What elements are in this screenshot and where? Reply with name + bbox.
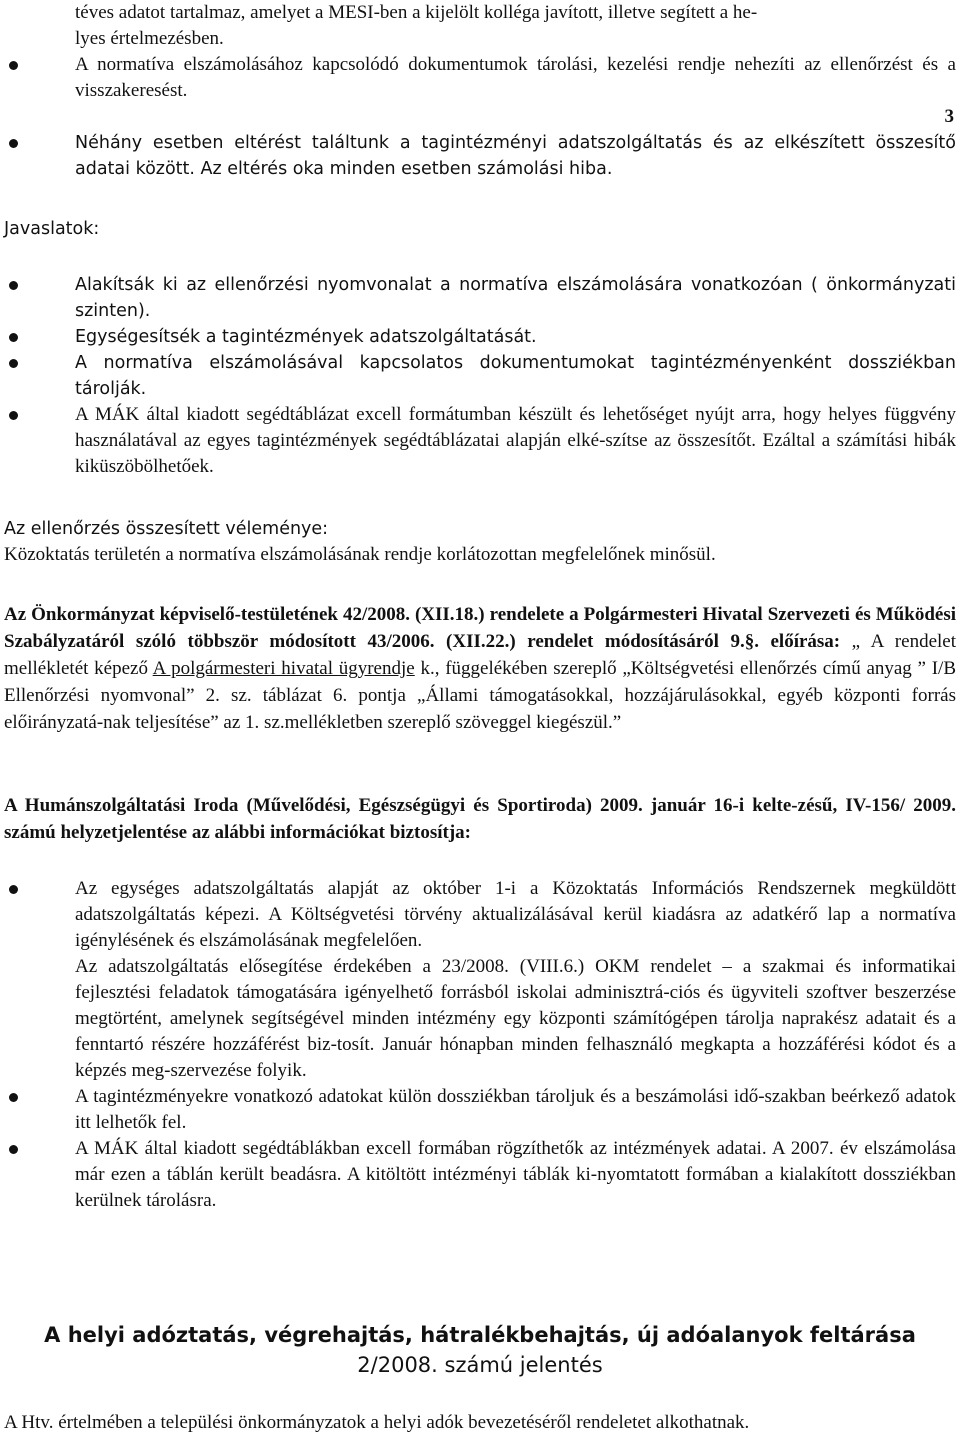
finding-bullet-2-text: Néhány esetben eltérést találtunk a tagintézményi adatszolgáltatás és az elkészített összesítő adatai között. Az eltérés oka minden esetben számolási hiba. (75, 133, 956, 179)
human-services-bullet-3 (0, 1136, 960, 1214)
section-body (0, 1410, 960, 1436)
decree-underlined: A polgármesteri hivatal ügyrendje (152, 658, 415, 679)
section-header (0, 1320, 960, 1380)
human-services-bullet-2 (0, 1084, 960, 1136)
human-services-section (0, 792, 960, 846)
intro-text (0, 0, 960, 52)
recommendation-4-text: A MÁK által kiadott segédtáblázat excell formátumban készült és lehetőséget nyújt arra, hogy helyes függvény használatával az egyes tagintézmények segédtáblázatai alapján elké-szítse az összesítőt. Ezáltal a számítási hibák kiküszöbölhetőek. (75, 404, 956, 477)
recommendation-2 (0, 324, 960, 350)
human-services-bullet-3-text: A MÁK által kiadott segédtáblákban excell formában rögzíthetők az intézmények adatai. A 2007. év elszámolása már ezen a táblán került beadásra. A kitöltött intézményi táblák ki-nyomtatott formában a kialakított dossziékban kerülnek tárolásra. (75, 1138, 956, 1211)
human-services-bullet-1-text: Az egységes adatszolgáltatás alapját az október 1-i a Közoktatás Információs Rendszernek megküldött adatszolgáltatás képezi. A Költségvetési törvény aktualizálásával kerül kiadásra az adatkérő lap a normatíva igénylésének és elszámolásának megfelelően. (75, 878, 956, 951)
intro-line-2: lyes értelmezésben. (75, 28, 224, 49)
findings-block (0, 0, 960, 104)
section-first-line: A Htv. értelmében a települési önkormányzatok a helyi adók bevezetéséről rendeletet alkothatnak. (4, 1412, 750, 1433)
human-services-bullet-1-cont: Az adatszolgáltatás elősegítése érdekében a 23/2008. (VIII.6.) OKM rendelet – a szakmai és informatikai fejlesztési feladatok támogatására igényelhető forrásból iskolai adminisztrá-ciós és ügyviteli szoftver beszerzése megtörtént, amelynek segítségével minden intézmény egy központi számítógépen tárolja naprakész adatait és a fenntartó részére hozzáférést biz-tosít. Január hónapban minden felhasználó megkapta a hozzáférési kódot és a képzés meg-szervezése folyik. (75, 956, 956, 1081)
decree-text-2: k., függelékében szereplő „Költségvetési ellenőrzés című anyag ” I/B Ellenőrzési nyomvonal” 2. sz. táblázat 6. pontja „Állami támogatásokkal, hozzájárulásokkal, egyéb központi forrás előirányzatá-nak teljesítése” az 1. sz.mellékletben szereplő szöveggel kiegészül.” (4, 658, 957, 733)
section-title: A helyi adóztatás, végrehajtás, hátralékbehajtás, új adóalanyok feltárása (44, 1323, 916, 1347)
opinion-heading: Az ellenőrzés összesített véleménye: (4, 519, 329, 539)
decree-title: Az Önkormányzat képviselő-testületének 42/2008. (XII.18.) rendelete a Polgármesteri Hivatal Szervezeti és Működési Szabályzatáról szóló többször módosított 43/2006. (XII.22.) rendelet módosításáról 9.§. előírása: (4, 604, 956, 652)
recommendation-3-text: A normatíva elszámolásával kapcsolatos dokumentumokat tagintézményenként dossziékban tárolják. (75, 353, 956, 399)
recommendations-list (0, 272, 960, 480)
recommendation-1-text: Alakítsák ki az ellenőrzési nyomvonalat a normatíva elszámolására vonatkozóan ( önkormányzati szinten). (75, 275, 956, 321)
decree-paragraph (0, 601, 960, 736)
human-services-heading: A Humánszolgáltatási Iroda (Művelődési, Egészségügyi és Sportiroda) 2009. január 16-i kelte-zésű, IV-156/ 2009. számú helyzetjelentése az alábbi információkat biztosítja: (4, 795, 956, 843)
recommendations-heading: Javaslatok: (4, 219, 100, 239)
finding-bullet-2 (0, 130, 960, 182)
intro-line-1: téves adatot tartalmaz, amelyet a MESI-ben a kijelölt kolléga javított, illetve segített a he- (75, 2, 758, 23)
finding-bullet-1 (0, 52, 960, 104)
decree-section (0, 601, 960, 736)
recommendation-4 (0, 402, 960, 480)
human-services-list (0, 876, 960, 1214)
human-services-bullet-2-text: A tagintézményekre vonatkozó adatokat külön dossziékban tároljuk és a beszámolási idő-szakban beérkező adatok itt lelhetők fel. (75, 1086, 956, 1133)
finding-bullet-2-wrap (0, 130, 960, 182)
recommendations-heading-wrap (0, 216, 960, 242)
opinion-section (0, 516, 960, 568)
recommendation-3 (0, 350, 960, 402)
opinion-text: Közoktatás területén a normatíva elszámolásának rendje korlátozottan megfelelőnek minősül. (4, 544, 716, 565)
human-services-bullet-1 (0, 876, 960, 954)
decree-text-1: „ A rendelet mellékletét képező (4, 631, 956, 679)
section-subtitle: 2/2008. számú jelentés (357, 1353, 603, 1377)
finding-bullet-1-text: A normatíva elszámolásához kapcsolódó dokumentumok tárolási, kezelési rendje nehezíti az ellenőrzést és a visszakeresést. (75, 54, 956, 101)
recommendation-1 (0, 272, 960, 324)
page-number: 3 (944, 106, 954, 127)
recommendation-2-text: Egységesítsék a tagintézmények adatszolgáltatását. (75, 327, 537, 347)
